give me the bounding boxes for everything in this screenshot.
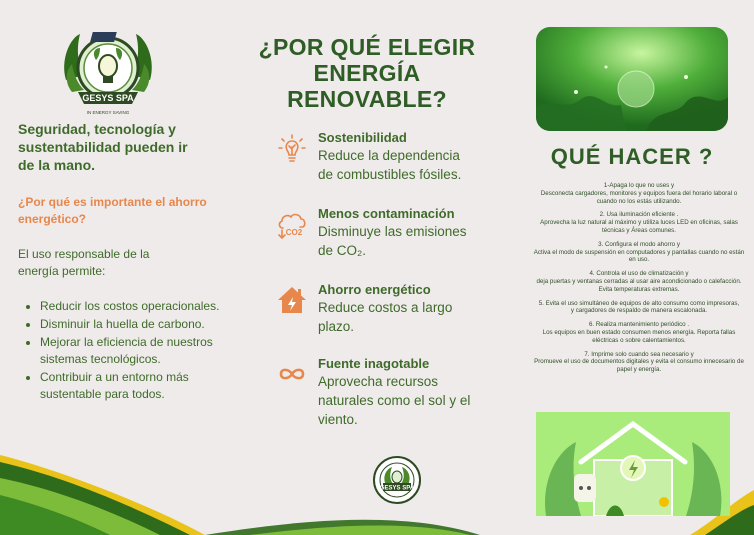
seal-brand-name: GESYS SPA <box>379 485 415 492</box>
reason-title: Menos contaminación <box>318 206 455 221</box>
logo-tagline: IN ENERGY SAVING <box>86 110 130 115</box>
reason-description: Aprovecha recursos naturales como el sol y el viento. <box>318 374 471 427</box>
reason-title: Sostenibilidad <box>318 130 407 145</box>
lightbulb-icon <box>276 132 308 164</box>
list-item: • Disminuir la huella de carbono. <box>40 316 230 333</box>
co2-cloud-icon <box>276 208 308 240</box>
list-item: 1-Apaga lo que no uses y Desconecta cargadores, monitores y equipos fuera del horario laboral o cuando no los estás utilizando. <box>540 182 738 205</box>
question-heading: ¿Por qué es importante el ahorro energético? <box>18 195 207 226</box>
reason-energy-saving <box>276 282 476 336</box>
reason-sustainability <box>276 130 476 184</box>
eco-house-illustration <box>536 412 730 516</box>
list-item: 7. Imprime solo cuando sea necesario y Promueve el uso de documentos digitales y evita el consumo innecesario de papel y energía. <box>534 350 744 374</box>
list-item: 6. Realiza mantenimiento periódico . Los equipos en buen estado consumen menos energía. Reporta fallas eléctricas o sobre calentamientos. <box>542 321 736 344</box>
list-item: 5. Evita el uso simultáneo de equipos de alto consumo como impresoras, y cargadores de respaldo de manera escalonada. <box>538 299 740 315</box>
logo-brand-name: GESYS SPA <box>82 93 134 103</box>
reason-title: Ahorro energético <box>318 282 431 297</box>
co2-label: CO2 <box>285 228 303 237</box>
list-item: • Reducir los costos operacionales. <box>40 298 230 315</box>
reason-description: Reduce la dependencia de combustibles fósiles. <box>318 148 462 182</box>
list-item: 4. Controla el uso de climatización y deja puertas y ventanas cerradas al usar aire acondicionado o calefacción. Evita temperaturas extremas. <box>536 270 742 293</box>
gesys-logo <box>58 20 158 120</box>
gesys-seal-logo <box>372 455 422 505</box>
reason-description: Reduce costos a largo plazo. <box>318 300 453 334</box>
reason-description: Disminuye las emisiones de CO₂. <box>318 224 467 258</box>
list-item: 3. Configura el modo ahorro y Activa el modo de suspensión en computadores y pantallas cuando no están en uso. <box>533 240 745 264</box>
infinity-icon <box>276 358 308 390</box>
reason-title: Fuente inagotable <box>318 356 430 371</box>
intro-text: El uso responsable de la energía permite: <box>18 247 150 278</box>
benefits-list <box>22 298 230 404</box>
reason-inexhaustible <box>276 356 476 429</box>
tips-list <box>533 182 745 380</box>
page-title: ¿POR QUÉ ELEGIR ENERGÍA RENOVABLE? <box>258 34 476 112</box>
list-item: • Contribuir a un entorno más sustentable para todos. <box>40 369 230 403</box>
nature-photo <box>536 27 728 131</box>
what-to-do-title: QUÉ HACER ? <box>550 144 714 169</box>
house-icon <box>276 284 308 316</box>
list-item: 2. Usa iluminación eficiente . Aprovecha la luz natural al máximo y utiliza luces LED en oficinas, salas técnicas y Áreas comunes. <box>540 211 738 234</box>
list-item: • Mejorar la eficiencia de nuestros sistemas tecnológicos. <box>40 334 230 368</box>
brand-tagline: Seguridad, tecnología y sustentabilidad pueden ir de la mano. <box>18 121 188 173</box>
reason-less-pollution <box>276 206 476 260</box>
